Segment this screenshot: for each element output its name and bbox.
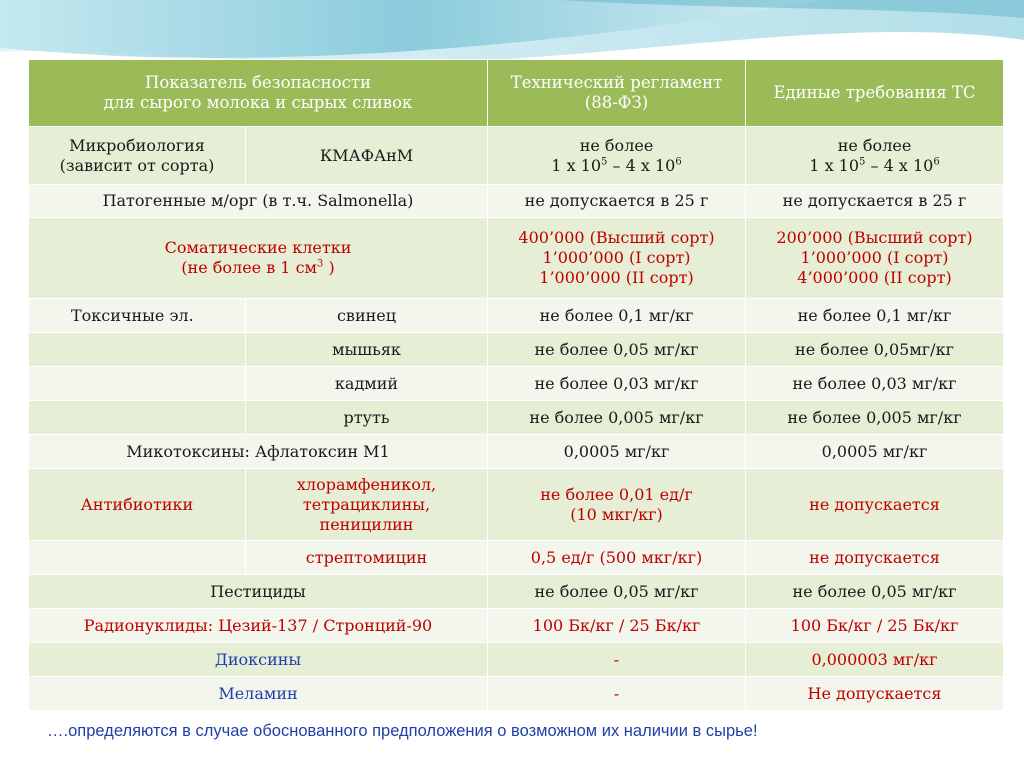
- arsenic-tech: не более 0,05 мг/кг: [488, 333, 746, 367]
- pesticides-label: Пестициды: [29, 575, 488, 609]
- micro-ts-exp1: 5: [859, 156, 866, 168]
- lead-ts: не более 0,1 мг/кг: [746, 299, 1004, 333]
- pathogen-label: Патогенные м/орг (в т.ч. Salmonella): [29, 185, 488, 218]
- dioxins-ts: 0,000003 мг/кг: [746, 643, 1004, 677]
- lead-sub: свинец: [246, 299, 488, 333]
- micro-label: [29, 127, 246, 185]
- micro-ts-exp2: 6: [933, 156, 940, 168]
- somatic-tech-line2: 1’000’000 (I сорт): [542, 248, 691, 267]
- toxic-label: Токсичные эл.: [29, 299, 246, 333]
- melamine-ts: Не допускается: [746, 677, 1004, 711]
- antibiotics-sub-line3: пеницилин: [319, 514, 414, 534]
- table-row-arsenic: [29, 333, 1004, 367]
- mycotoxin-label: Микотоксины: Афлатоксин М1: [29, 435, 488, 469]
- radionuclides-ts: 100 Бк/кг / 25 Бк/кг: [746, 609, 1004, 643]
- table-row-somatic-cells: [29, 218, 1004, 299]
- somatic-ts-line3: 4’000’000 (II сорт): [797, 268, 952, 287]
- header-indicator: [29, 60, 488, 127]
- mercury-empty-cell: [29, 401, 246, 435]
- footnote: ….определяются в случае обоснованного предположения о возможном их наличии в сырье!: [47, 722, 758, 740]
- micro-tech-exp1: 5: [601, 156, 608, 168]
- safety-table-container: [28, 59, 1003, 711]
- table-row-streptomycin: [29, 541, 1004, 575]
- cadmium-tech: не более 0,03 мг/кг: [488, 367, 746, 401]
- pesticides-tech: не более 0,05 мг/кг: [488, 575, 746, 609]
- streptomycin-sub: стрептомицин: [246, 541, 488, 575]
- antibiotics-label: Антибиотики: [29, 469, 246, 541]
- micro-sub: КМАФАнМ: [246, 127, 488, 185]
- table-row-melamine: [29, 677, 1004, 711]
- header-tech-line2: (88-ФЗ): [584, 93, 649, 112]
- table-row-cadmium: [29, 367, 1004, 401]
- lead-tech: не более 0,1 мг/кг: [488, 299, 746, 333]
- cadmium-ts: не более 0,03 мг/кг: [746, 367, 1004, 401]
- radionuclides-label: Радионуклиды: Цезий-137 / Стронций-90: [29, 609, 488, 643]
- header-indicator-line2: для сырого молока и сырых сливок: [103, 93, 413, 112]
- micro-tech-base: 1 х 10: [551, 155, 602, 175]
- melamine-tech: -: [488, 677, 746, 711]
- micro-label-line2: (зависит от сорта): [59, 155, 215, 175]
- micro-ts-base: 1 х 10: [809, 155, 860, 175]
- micro-tech-mid: – 4 х 10: [607, 155, 676, 175]
- streptomycin-ts: не допускается: [746, 541, 1004, 575]
- mercury-tech: не более 0,005 мг/кг: [488, 401, 746, 435]
- mycotoxin-ts: 0,0005 мг/кг: [746, 435, 1004, 469]
- somatic-tech-line1: 400’000 (Высший сорт): [518, 228, 715, 247]
- arsenic-sub: мышьяк: [246, 333, 488, 367]
- somatic-label: [29, 218, 488, 299]
- somatic-tech-line3: 1’000’000 (II сорт): [539, 268, 694, 287]
- table-row-dioxins: [29, 643, 1004, 677]
- header-ts-requirements: Единые требования ТС: [746, 60, 1004, 127]
- table-row-pathogens: [29, 185, 1004, 218]
- mycotoxin-tech: 0,0005 мг/кг: [488, 435, 746, 469]
- somatic-ts-line2: 1’000’000 (I сорт): [800, 248, 949, 267]
- somatic-label-line1: Соматические клетки: [164, 238, 352, 257]
- antibiotics-tech-line2: (10 мкг/кг): [570, 504, 663, 524]
- table-row-radionuclides: [29, 609, 1004, 643]
- table-row-lead: [29, 299, 1004, 333]
- micro-label-line1: Микробиология: [69, 135, 205, 155]
- table-row-mycotoxins: [29, 435, 1004, 469]
- table-header-row: [29, 60, 1004, 127]
- somatic-ts-line1: 200’000 (Высший сорт): [776, 228, 973, 247]
- mercury-ts: не более 0,005 мг/кг: [746, 401, 1004, 435]
- radionuclides-tech: 100 Бк/кг / 25 Бк/кг: [488, 609, 746, 643]
- somatic-label-exp: 3: [316, 258, 324, 270]
- dioxins-tech: -: [488, 643, 746, 677]
- micro-ts: [746, 127, 1004, 185]
- antibiotics-sub: [246, 469, 488, 541]
- micro-ts-line1: не более: [837, 135, 912, 155]
- dioxins-label: Диоксины: [29, 643, 488, 677]
- header-tech-line1: Технический регламент: [510, 73, 723, 92]
- somatic-label-line2a: (не более в 1 см: [181, 258, 317, 277]
- antibiotics-sub-line2: тетрациклины,: [302, 494, 431, 514]
- streptomycin-empty-cell: [29, 541, 246, 575]
- cadmium-sub: кадмий: [246, 367, 488, 401]
- table-row-pesticides: [29, 575, 1004, 609]
- antibiotics-ts: не допускается: [746, 469, 1004, 541]
- micro-tech-exp2: 6: [675, 156, 682, 168]
- pathogen-ts: не допускается в 25 г: [746, 185, 1004, 218]
- arsenic-empty-cell: [29, 333, 246, 367]
- melamine-label: Меламин: [29, 677, 488, 711]
- somatic-tech: [488, 218, 746, 299]
- micro-tech-line1: не более: [579, 135, 654, 155]
- antibiotics-sub-line1: хлорамфеникол,: [296, 474, 437, 494]
- arsenic-ts: не более 0,05мг/кг: [746, 333, 1004, 367]
- cadmium-empty-cell: [29, 367, 246, 401]
- table-row-microbiology: [29, 127, 1004, 185]
- streptomycin-tech: 0,5 ед/г (500 мкг/кг): [488, 541, 746, 575]
- antibiotics-tech: [488, 469, 746, 541]
- micro-ts-mid: – 4 х 10: [865, 155, 934, 175]
- mercury-sub: ртуть: [246, 401, 488, 435]
- antibiotics-tech-line1: не более 0,01 ед/г: [540, 484, 693, 504]
- micro-tech: [488, 127, 746, 185]
- somatic-ts: [746, 218, 1004, 299]
- somatic-label-line2b: ): [323, 258, 335, 277]
- safety-requirements-table: [28, 59, 1004, 711]
- pesticides-ts: не более 0,05 мг/кг: [746, 575, 1004, 609]
- header-tech-regulation: [488, 60, 746, 127]
- pathogen-tech: не допускается в 25 г: [488, 185, 746, 218]
- table-row-antibiotics: [29, 469, 1004, 541]
- table-row-mercury: [29, 401, 1004, 435]
- header-indicator-line1: Показатель безопасности: [145, 73, 371, 92]
